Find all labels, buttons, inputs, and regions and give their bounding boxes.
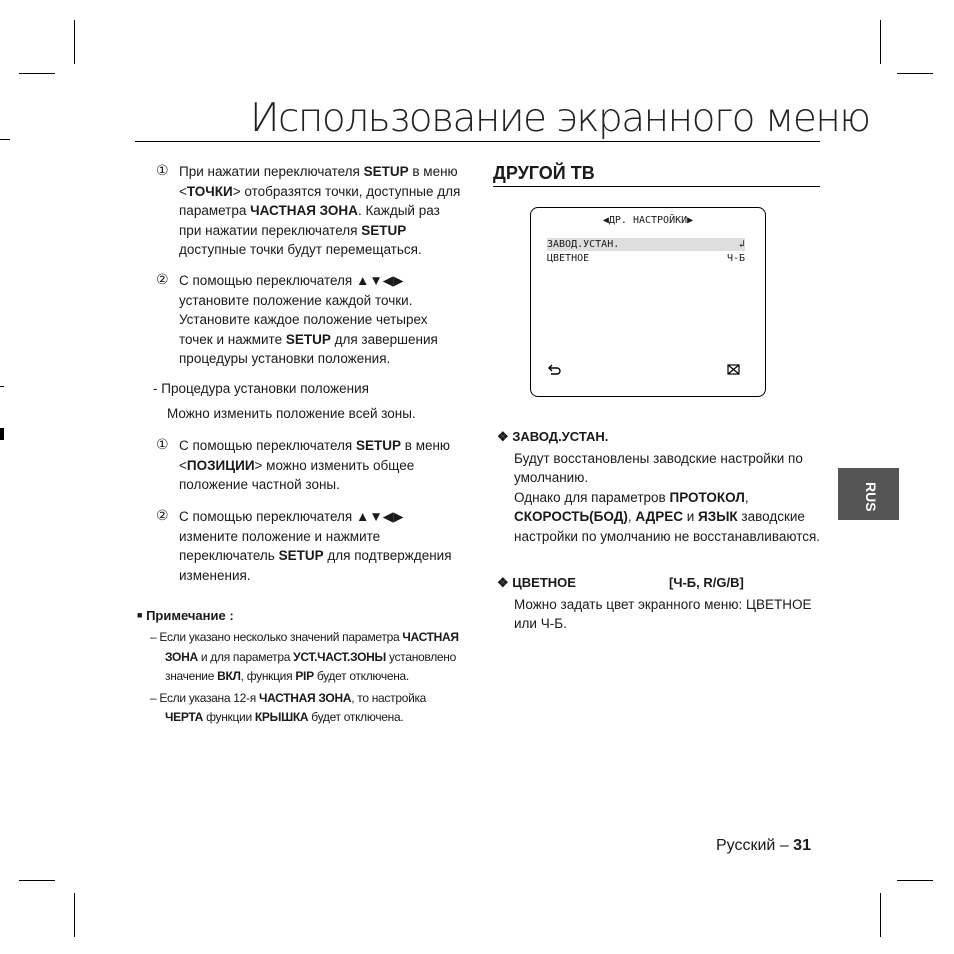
footer-language: Русский – (716, 837, 789, 854)
step-number: ① (156, 437, 169, 453)
crop-mark (880, 20, 881, 64)
step-number: ① (156, 163, 169, 179)
color-block (497, 573, 817, 634)
note-2-line-2: ЧЕРТА функции КРЫШКА будет отключена. (165, 710, 404, 724)
crop-mark (19, 73, 55, 74)
color-options: [Ч-Б, R/G/B] (669, 575, 744, 590)
osd-row-factory-reset[interactable] (547, 238, 745, 251)
note-title-text: Примечание : (146, 608, 234, 623)
note-1-line-1: – Если указано несколько значений параметра ЧАСТНАЯ (150, 630, 459, 644)
bullet-icon: ■ (137, 610, 143, 620)
osd-screen (530, 207, 766, 397)
osd-row-label: ЗАВОД.УСТАН. (547, 239, 620, 250)
text-line: СКОРОСТЬ(БОД), АДРЕС и ЯЗЫК заводские (514, 509, 805, 524)
step-number: ② (156, 272, 169, 288)
section-title: ДРУГОЙ ТВ (493, 163, 595, 183)
step-text: С помощью переключателя ▲▼◀▶ измените положение и нажмите переключатель SETUP для подтверждения изменения. (179, 509, 452, 583)
crop-mark (19, 880, 55, 881)
note-1-line-2: ЗОНА и для параметра УСТ.ЧАСТ.ЗОНЫ установлено (165, 650, 457, 664)
text-line: умолчанию. (514, 470, 589, 485)
crop-mark (74, 20, 75, 64)
osd-row-label: ЦВЕТНОЕ (547, 253, 590, 264)
text-line: Будут восстановлены заводские настройки по (514, 450, 803, 466)
osd-row-color[interactable] (547, 252, 745, 265)
step-text: С помощью переключателя SETUP в меню <ПОЗИЦИИ> можно изменить общее положение частной зоны. (179, 438, 451, 492)
close-envelope-icon[interactable] (727, 364, 740, 375)
note-title (137, 608, 234, 623)
text-line: Однако для параметров ПРОТОКОЛ, (514, 489, 749, 505)
margin-mark (0, 139, 10, 140)
enter-icon: ↲ (738, 239, 745, 250)
page-number: 31 (793, 837, 811, 854)
color-heading: ❖ ЦВЕТНОЕ (497, 575, 576, 590)
crop-mark (880, 893, 881, 937)
factory-reset-text (514, 449, 820, 547)
note-1-line-3: значение ВКЛ, функция PIP будет отключена. (165, 669, 409, 683)
text-line: настройки по умолчанию не восстанавливаются. (514, 528, 821, 544)
step-text: С помощью переключателя ▲▼◀▶ установите положение каждой точки. Установите каждое положение четырех точек и нажмите SETUP для завершения процедуры установки положения. (179, 273, 438, 366)
color-text (514, 595, 817, 634)
osd-row-value: Ч-Б (726, 253, 745, 264)
crop-mark (897, 73, 933, 74)
text-line: Можно задать цвет экранного меню: ЦВЕТНОЕ (514, 596, 812, 612)
osd-title: ◀ДР. НАСТРОЙКИ▶ (602, 215, 694, 226)
crop-mark (74, 893, 75, 937)
factory-reset-block (497, 427, 820, 546)
procedure-title: - Процедура установки положения (153, 381, 369, 396)
margin-mark (0, 386, 4, 387)
step-number: ② (156, 508, 169, 524)
note-2-line-1: – Если указана 12-я ЧАСТНАЯ ЗОНА, то настройка (150, 691, 427, 705)
language-tab (838, 468, 899, 520)
procedure-subtitle: Можно изменить положение всей зоны. (167, 406, 416, 421)
crop-mark (897, 880, 933, 881)
return-icon[interactable] (548, 363, 562, 375)
color-heading-row (497, 573, 817, 593)
step-text: При нажатии переключателя SETUP в меню <ТОЧКИ> отобразятся точки, доступные для параметра ЧАСТНАЯ ЗОНА. Каждый раз при нажатии переключателя SETUP доступные точки будут перемещаться. (179, 164, 461, 257)
page-title: Использование экранного меню (250, 96, 870, 141)
text-line: или Ч-Б. (514, 616, 567, 631)
language-tab-label: RUS (863, 482, 879, 512)
section-rule (493, 186, 820, 187)
factory-reset-heading: ❖ ЗАВОД.УСТАН. (497, 429, 609, 444)
margin-mark (0, 428, 4, 440)
title-rule (135, 141, 820, 142)
page-footer (716, 837, 811, 855)
